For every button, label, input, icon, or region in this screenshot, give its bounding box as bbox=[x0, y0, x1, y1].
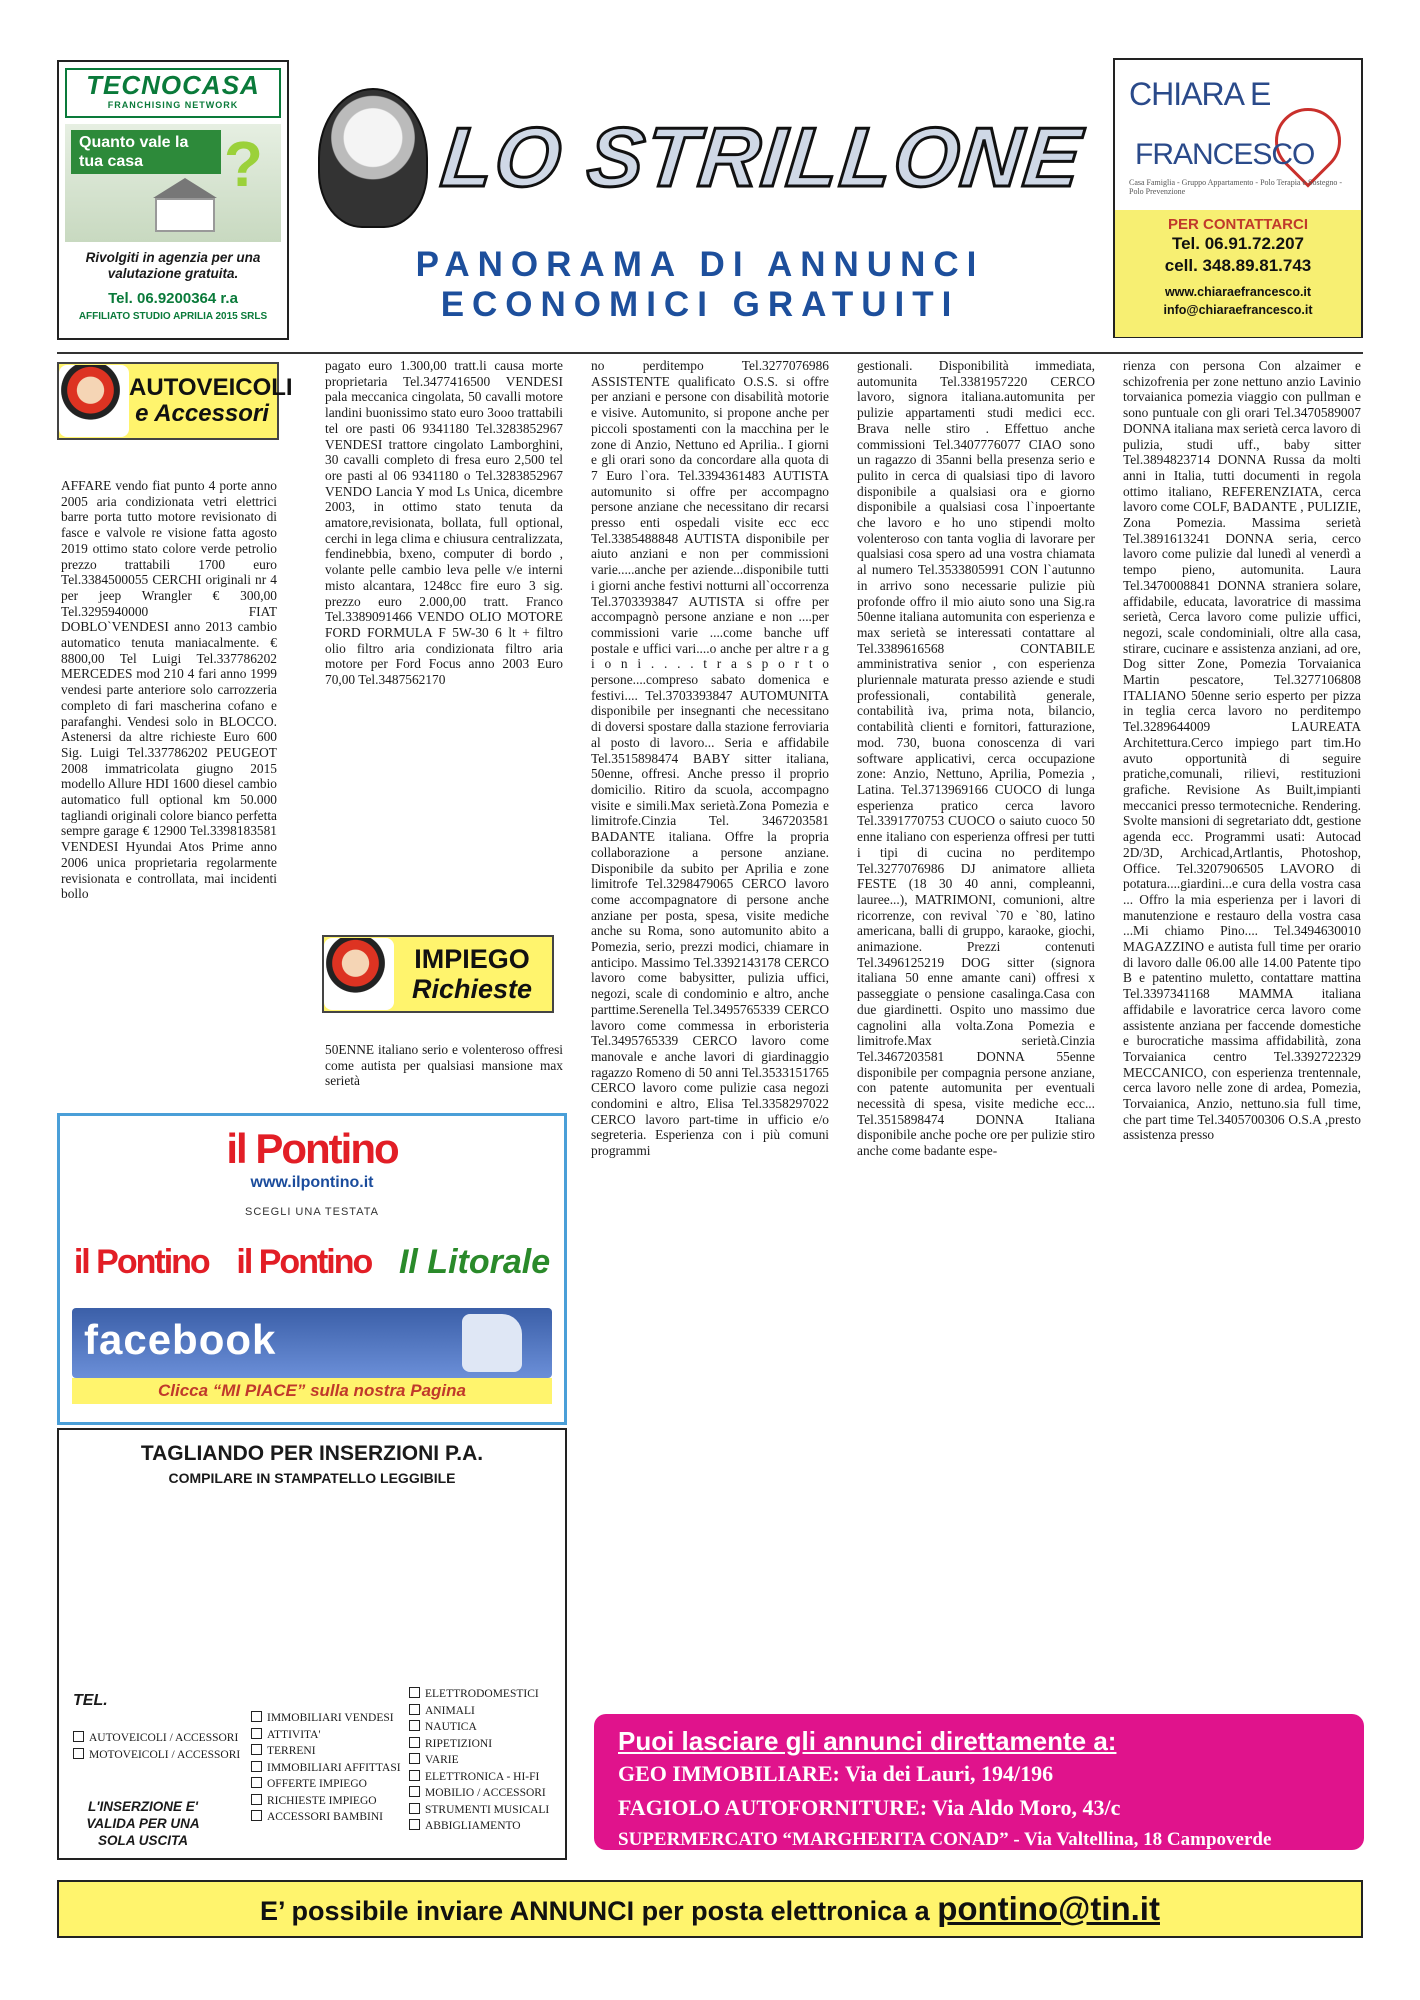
newsboy-icon bbox=[59, 365, 129, 437]
edition-litorale[interactable]: Il Litorale bbox=[398, 1242, 551, 1281]
coupon-tel-label: TEL. bbox=[73, 1692, 108, 1709]
checkbox-strumenti-musicali[interactable]: STRUMENTI MUSICALI bbox=[409, 1802, 549, 1819]
thumbs-up-icon bbox=[462, 1314, 522, 1372]
coupon-categories-2 bbox=[251, 1710, 401, 1826]
newsboy-icon bbox=[324, 938, 394, 1010]
pontino-website-link[interactable]: www.ilpontino.it bbox=[250, 1174, 374, 1191]
checkbox-terreni[interactable]: TERRENI bbox=[251, 1743, 401, 1760]
tecnocasa-ad bbox=[57, 60, 289, 340]
checkbox-attivita[interactable]: ATTIVITA' bbox=[251, 1727, 401, 1744]
coupon-subtitle: COMPILARE IN STAMPATELLO LEGGIBILE bbox=[168, 1470, 456, 1486]
chiara-email-link[interactable]: info@chiaraefrancesco.it bbox=[1163, 303, 1313, 317]
ads-column-4: gestionali. Disponibilità immediata, automunita Tel.3381957220 CERCO lavoro, signora italiana.automunita per pulizie appartamenti studi medici ecc. Brava nelle stiro . Effettuo anche commissioni Tel.3407776077 CIAO sono un ragazzo di 35anni bella presenza serio e pulito in cerca di qualsiasi tipo di lavoro disponibile a qualsiasi ora e giorno disponibile a qualsiasi cosa l`inpoertante che lavoro e ho uno stipendi molto volenteroso con tanta voglia di lavorare per qualsiasi cosa spero ad una vostra chiamata al numero Tel.3533805991 CON l`autunno in arrivo sono necessarie pulizie più profonde offro il mio aiuto sono una Sig.ra 50enne italiana automunita con esperienza e max serietà se interessati contattare al Tel.3389616568 CONTABILE amministrativa senior , con esperienza pluriennale maturata presso aziende e studi professionali, contabilità generale, contabilità iva, prima nota, bilancio, contabilità clienti e fornitori, fatturazione, mod. 730, buona conoscenza di vari software applicativi, cerca occupazione zone: Anzio, Nettuno, Aprilia, Pomezia , Latina. Tel.3713969166 CUOCO di lunga esperienza pratico cerca lavoro Tel.3391770753 CUOCO o saiuto cuoco 50 enne italiano con esperienza offresi per tutti i tipi di cucina no perditempo Tel.3277076986 DJ animatore allieta FESTE (18 30 40 anni, compleanni, lauree...), MATRIMONI, comunioni, altre ricorrenze, con revival `70 e `80, latino americana, balli di gruppo, karaoke, giochi, animazione. Prezzi contenuti Tel.3496125219 DOG sitter (signora italiana 50 enne amante cani) offresi x passeggiate o pensione casalinga.Casa con due giardinetti. Ospito uno massimo due cagnolini alla volta.Zona Pomezia e limitrofe.Max serietà.Cinzia Tel.3467203581 DONNA 55enne disponibile per compagnia persone anziane, con patente automunita per eventuali necessità di spesa, visite mediche ecc... Tel.3515898474 DONNA Italiana disponibile anche poche ore per pulizie stiro anche come badante espe- bbox=[857, 358, 1095, 1159]
checkbox-richieste-impiego[interactable]: RICHIESTE IMPIEGO bbox=[251, 1793, 401, 1810]
chiara-francesco-logo: CHIARA E FRANCESCO Casa Famiglia - Gruppo Appartamento - Polo Terapia e Sostegno - Polo Prevenzione bbox=[1115, 60, 1361, 210]
checkbox-immobiliari-affittasi[interactable]: IMMOBILIARI AFFITTASI bbox=[251, 1760, 401, 1777]
ads-column-2: pagato euro 1.300,00 tratt.li causa morte proprietaria Tel.3477416500 VENDESI pala meccanica cingolata, 50 cavalli motore landini buonissimo stato euro 3ooo trattabili tel ore pasti 06 9341180 Tel.3283852967 VENDESI trattore cingolato Lamborghini, 30 cavalli completo di fresa euro 2,500 tel ore pasti al 06 9341180 o Tel.3283852967 VENDO Lancia Y mod Ls Unica, dicembre 2003, in ottimo stato tenuta da amatore,revisionata, bollata, full optional, cerchi in lega clima e chiusura centralizzata, fendinebbia, bxeno, computer di bordo , volante pelle cambio leva pelle v/e interni misto alcantara, 1248cc fire euro 3 sig. prezzo euro 2.000,00 tratt. Franco Tel.3389091466 VENDO OLIO MOTORE FORD FORMULA F 5W-30 6 lt + filtro olio filtro aria condizionata filtro aria motore per Ford Focus anno 2003 Euro 70,00 Tel.3487562170 bbox=[325, 358, 563, 688]
checkbox-accessori-bambini[interactable]: ACCESSORI BAMBINI bbox=[251, 1809, 401, 1826]
newsboy-mascot-icon bbox=[318, 88, 428, 228]
tecnocasa-photo bbox=[65, 124, 281, 242]
coupon-categories-1 bbox=[73, 1730, 240, 1763]
checkbox-immobiliari-vendesi[interactable]: IMMOBILIARI VENDESI bbox=[251, 1710, 401, 1727]
tecnocasa-logo: TECNOCASA FRANCHISING NETWORK bbox=[65, 68, 281, 118]
footer-email-link[interactable]: pontino@tin.it bbox=[937, 1890, 1160, 1927]
edition-pontino-aprilia[interactable]: il Pontino bbox=[236, 1242, 372, 1281]
tecnocasa-phone: Tel. 06.9200364 r.a bbox=[108, 290, 238, 307]
edition-pontino-nuovo[interactable]: il Pontino bbox=[73, 1242, 209, 1281]
facebook-caption: Clicca “MI PIACE” sulla nostra Pagina bbox=[72, 1378, 552, 1404]
drop-off-fagiolo: FAGIOLO AUTOFORNITURE: Via Aldo Moro, 43/c bbox=[618, 1795, 1121, 1820]
checkbox-elettrodomestici[interactable]: ELETTRODOMESTICI bbox=[409, 1686, 549, 1703]
checkbox-animali[interactable]: ANIMALI bbox=[409, 1703, 549, 1720]
coupon-note: L'INSERZIONE E' VALIDA PER UNA SOLA USCITA bbox=[86, 1799, 200, 1848]
chiara-contacts: PER CONTATTARCI Tel. 06.91.72.207 cell. 348.89.81.743 www.chiaraefrancesco.it info@chiaraefrancesco.it bbox=[1115, 210, 1361, 337]
chiara-francesco-ad bbox=[1113, 58, 1363, 338]
insertion-coupon bbox=[57, 1428, 567, 1860]
ads-column-2-impiego: 50ENNE italiano serio e volenteroso offresi come autista per qualsiasi mansione max serietà bbox=[325, 1042, 563, 1089]
ads-column-5: rienza con persona Con alzaimer e schizofrenia per zone nettuno anzio Lavinio torvaianica pomezia viaggio con pullman e sono puntuale con gli orari Tel.3470589007 DONNA italiana max serietà cerca lavoro di pulizia, studi uff., baby sitter Tel.3894823714 DONNA Russa da molti anni in Italia, tutti documenti in regola ottimo italiano, REFERENZIATA, cerca lavoro come COLF, BADANTE , PULIZIE, Zona Pomezia. Massima serietà Tel.3891613241 DONNA seria, cerco lavoro come pulizie dal lunedì al venerdì a tempo pieno, automunita. Laura Tel.3470008841 DONNA straniera solare, affidabile, educata, lavoratrice di massima serietà, Cerca lavoro come pulizie uffici, negozi, scale condominiali, oltre alla casa, stirare, cucinare e assistenza anziani, ad ore, Dog sitter Zone, Pomezia Torvaianica Martin pescatore, Tel.3277106808 ITALIANO 50enne serio esperto per pizza in teglia cerca lavoro no perditempo Tel.3289644009 LAUREATA Architettura.Cerco impiego part tim.Ho avuto opportunità di seguire pratiche,comunali, rilievi, restituzioni grafiche. Revisione As Built,impianti meccanici presso termotecniche. Rendering. Svolte mansioni di segretariato ddt, gestione agenda ecc. Programmi usati: Autocad 2D/3D, Archicad,Artlantis, Photoshop, Office. Tel.3207906505 LAVORO di potatura....giardini...e cura della vostra casa ... Offro la mia esperienza per i lavori di manutenzione e restauro della vostra casa ...Mi chiamo Pino.... Tel.3494630010 MAGAZZINO e autista full time per orario di lavoro dalle 06.00 alle 14.00 Patente tipo B e patentino muletto, contattare mattina Tel.3397341168 MAMMA italiana affidabile e lavoratrice cerca lavoro come assistente anziana per faccende domestiche e burocratiche massima affidabilità, zona Torvaianica centro Tel.3392722329 MECCANICO, con esperienza trentennale, cerca lavoro nelle zone di ardea, Pomezia, Torvaianica, Anzio, nettuno.sia full time, che part time Tel.3405700306 O.S.A ,presto assistenza presso bbox=[1123, 358, 1361, 1143]
header-rule bbox=[57, 352, 1363, 354]
question-mark-icon: ? bbox=[223, 128, 263, 200]
tecnocasa-affiliate: AFFILIATO STUDIO APRILIA 2015 SRLS bbox=[78, 311, 268, 322]
house-icon bbox=[155, 198, 215, 232]
coupon-categories-3 bbox=[409, 1686, 549, 1835]
pontino-logo: il Pontino bbox=[226, 1125, 398, 1172]
checkbox-ripetizioni[interactable]: RIPETIZIONI bbox=[409, 1736, 549, 1753]
drop-off-box bbox=[594, 1714, 1364, 1850]
chiara-website-link[interactable]: www.chiaraefrancesco.it bbox=[1164, 285, 1312, 299]
section-impiego: IMPIEGO Richieste bbox=[322, 935, 554, 1013]
checkbox-offerte-impiego[interactable]: OFFERTE IMPIEGO bbox=[251, 1776, 401, 1793]
facebook-banner[interactable]: facebook bbox=[72, 1308, 552, 1378]
drop-off-conad: SUPERMERCATO “MARGHERITA CONAD” - Via Valtellina, 18 Campoverde bbox=[618, 1829, 1272, 1850]
ads-column-1: AFFARE vendo fiat punto 4 porte anno 2005 aria condizionata vetri elettrici barre porta tutto motore revisionato di fasce e valvole re visione fatta agosto 2019 ottimo stato colore verde petrolio prezzo trattabili 1700 euro Tel.3384500055 CERCHI originali nr 4 per jeep Wrangler € 300,00 Tel.3295940000 FIAT DOBLO`VENDESI anno 2013 cambio automatico tenuta maniacalmente. € 8800,00 Tel Luigi Tel.337786202 MERCEDES mod 210 4 fari anno 1999 vendesi parte anteriore solo carrozzeria completo di fari mascherina cofano e parafanghi. Vendesi solo in BLOCCO. Astenersi da altre richieste Euro 600 Sig. Luigi Tel.337786202 PEUGEOT 2008 immatricolata giugno 2015 modello Allure HDI 1600 diesel cambio automatico full optional km 50.000 tagliandi originali colore bianco perfetta sempre garage € 12900 Tel.3398183581 VENDESI Hyundai Atos Prime anno 2006 unica proprietaria regolarmente revisionata e controllata, mai incidenti bollo bbox=[61, 478, 277, 902]
tecnocasa-question: Quanto vale la tua casa bbox=[71, 130, 221, 174]
checkbox-mobilio[interactable]: MOBILIO / ACCESSORI bbox=[409, 1785, 549, 1802]
masthead-logo: LO STRILLONE bbox=[300, 70, 1100, 245]
tecnocasa-text: Rivolgiti in agenzia per una valutazione gratuita. bbox=[85, 250, 261, 281]
ads-column-3: no perditempo Tel.3277076986 ASSISTENTE qualificato O.S.S. si offre per anziani e persone con disabilità motorie e visive. Automunito, si propone anche per piccoli spostamenti con la macchina per le zone di Anzio, Nettuno ed Aprilia.. I giorni e gli orari sono da concordare alla quota di 7 Euro l`ora. Tel.3394361483 AUTISTA automunito si offre per accompagno persone anziane che necessitano dir recarsi presso enti ospedali visite ecc ecc Tel.3385488848 AUTISTA disponibile per aiuto anziani e non per commissioni varie.....anche per aziende...disponibile tutti i giorni anche festivi notturni all`occorrenza Tel.3703393847 AUTISTA si offre per accompagnò persone anziane e non ....per commissioni varie ....come banche uff postale e uffici vari....o anche per altre r a g i o n i . . . . t r a s p o r t o persone....compreso sabato domenica e festivi.... Tel.3703393847 AUTOMUNITA disponibile per insegnanti che necessitano di doversi spostare dalla stazione ferroviaria al posto di lavoro... Seria e affidabile Tel.3515898474 BABY sitter italiana, 50enne, offresi. Anche presso il proprio domicilio. Ritiro da scuola, accompagno visite e simili.Max serietà.Zona Pomezia e limitrofe.Cinzia Tel. 3467203581 BADANTE italiana. Offre la propria collaborazione a persone anziane. Disponibile da subito per Aprilia e zone limitrofe Tel.3298479065 CERCO lavoro come accompagnatore di persone anche anziane per posta, spesa, visite mediche anche su Roma, sono automunito abito a Pomezia, serio, prezzi modici, chiamare in anticipo. Massimo Tel.3392143178 CERCO lavoro come babysitter, pulizia uffici, negozi, scale di condominio e altro, anche parttime.Serenella Tel.3495765339 CERCO lavoro come commessa in erboristeria Tel.3495765339 CERCO lavoro come manovale e anche lavori di giardinaggio ragazzo Romeno di 50 anni Tel.3533151765 CERCO lavoro come pulizie casa negozi condomini e altro, Elisa Tel.3358297022 CERCO lavoro part-time in ufficio e/o segreteria. Esperienza con i più comuni programmi bbox=[591, 358, 829, 1159]
checkbox-varie[interactable]: VARIE bbox=[409, 1752, 549, 1769]
checkbox-abbigliamento[interactable]: ABBIGLIAMENTO bbox=[409, 1818, 549, 1835]
pontino-ad: il Pontino www.ilpontino.it SCEGLI UNA TESTATA il Pontino il Pontino Il Litorale facebook Clicca “MI PIACE” sulla nostra Pagina bbox=[57, 1113, 567, 1425]
checkbox-elettronica[interactable]: ELETTRONICA - HI-FI bbox=[409, 1769, 549, 1786]
section-autoveicoli: AUTOVEICOLI e Accessori bbox=[57, 362, 279, 440]
pontino-editions bbox=[60, 1232, 564, 1292]
coupon-title: TAGLIANDO PER INSERZIONI P.A. bbox=[140, 1442, 484, 1465]
masthead-line-1: PANORAMA DI ANNUNCI bbox=[415, 245, 985, 284]
masthead bbox=[300, 70, 1100, 345]
drop-off-heading: Puoi lasciare gli annunci direttamente a: bbox=[618, 1726, 1117, 1756]
footer-email-banner: E’ possibile inviare ANNUNCI per posta elettronica a pontino@tin.it bbox=[57, 1880, 1363, 1938]
checkbox-nautica[interactable]: NAUTICA bbox=[409, 1719, 549, 1736]
checkbox-motoveicoli[interactable]: MOTOVEICOLI / ACCESSORI bbox=[73, 1747, 240, 1764]
checkbox-autoveicoli[interactable]: AUTOVEICOLI / ACCESSORI bbox=[73, 1730, 240, 1747]
masthead-line-2: ECONOMICI GRATUITI bbox=[440, 285, 960, 324]
drop-off-geo: GEO IMMOBILIARE: Via dei Lauri, 194/196 bbox=[618, 1761, 1054, 1786]
